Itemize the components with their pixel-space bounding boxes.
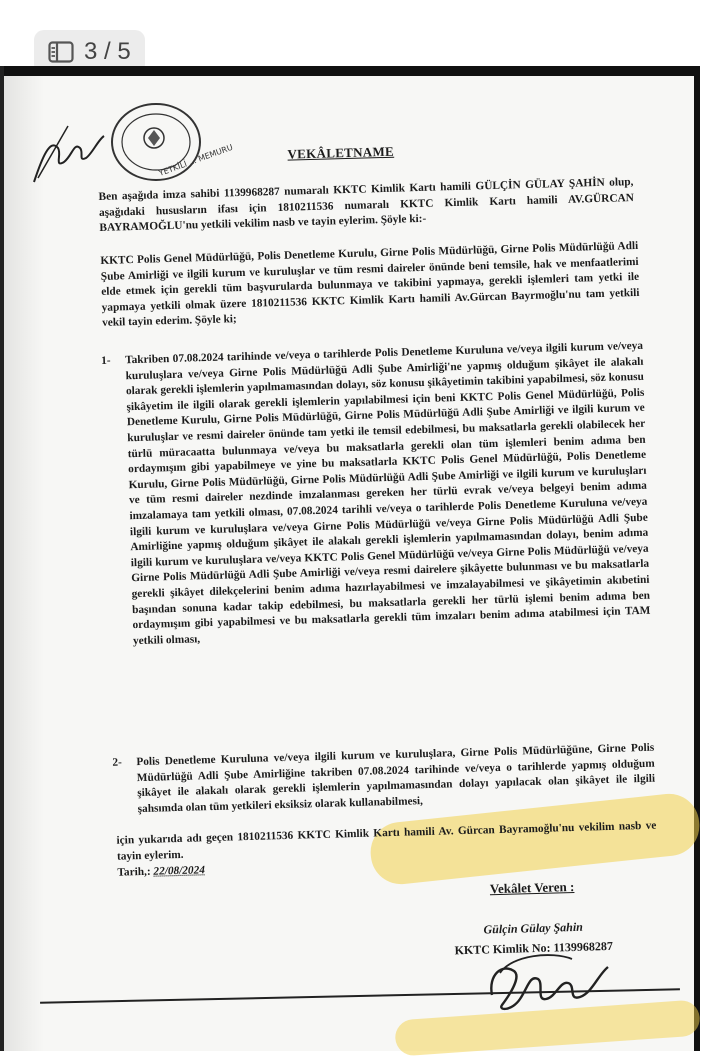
item-1 — [103, 339, 651, 650]
signer-signature — [472, 945, 622, 1030]
scope-paragraph: KKTC Polis Genel Müdürlüğü, Polis Denetleme Kurulu, Girne Polis Müdürlüğü, Girne Polis Müdürlüğü Adli Şube Amirliği ve ilgili kurum ve kuruluşlar ve tüm resmi daireler önünde beni temsile, hak ve menfaatlerimi elde etmek için gerekli tüm başvurularda bulunmaya ve takibini yapmaya, gerekli işlemleri tam yetki ile yapmaya yetkili olmak üzere 1810211536 KKTC Kimlik Kartı hamili Av.Gürcan Bayrmoğlu'nu tam yetkili vekil tayin ederim. Şöyle ki; — [100, 239, 640, 330]
item-2-number: 2- — [112, 756, 122, 769]
intro-paragraph: Ben aşağıda imza sahibi 1139968287 numaralı KKTC Kimlik Kartı hamili GÜLÇİN GÜLAY ŞAHİN olup, aşağıdaki hususların ifası için 1810211536 numaralı KKTC Kimlik Kartı hamili AV.GÜRCAN BAYRAMOĞLU'nu yetkili vekilim nasb ve tayin eylerim. Şöyle ki:- — [98, 176, 634, 235]
signer-id: KKTC Kimlik No: 1139968287 — [454, 938, 614, 958]
item-1-number: 1- — [101, 354, 111, 367]
scan-top-edge — [0, 66, 700, 76]
signer-heading: Vekâlet Veren : — [489, 878, 575, 897]
scan-right-edge — [694, 66, 700, 1051]
date-label: Tarih,: — [117, 865, 151, 879]
page-indicator-text: 3 / 5 — [84, 38, 131, 65]
signer-name: Gülçin Gülay Şahin — [483, 919, 584, 937]
closing-paragraph: için yukarıda adı geçen 1810211536 KKTC Kimlik Kartı hamili Av. Gürcan Bayramoğlu'nu vekilim nasb ve tayin eylerim. — [116, 819, 657, 863]
date-value: 22/08/2024 — [153, 864, 206, 878]
stamp-text: YETKİLİ ... MEMURU — [157, 142, 235, 178]
margin-signature — [28, 118, 108, 193]
official-stamp — [104, 98, 235, 191]
document-title: VEKÂLETNAME — [287, 143, 395, 162]
item-2-text: Polis Denetleme Kuruluna ve/veya ilgili kurum ve kuruluşlara, Girne Polis Müdürlüğüne, Girne Polis Müdürlüğü Adli Şube Amirliğine takriben 07.08.2024 tarihinde ve/veya o tarihlerde yapmış olduğum şikâyet ile alakalı olarak gerekli işlemlerin yapılmamasından dolayı yapılacak olan şikâyet ile ilgili şahsımda olan tüm yetkileri eksiksiz olarak kullanabilmesi, — [136, 741, 656, 815]
scan-shadow — [4, 76, 44, 1051]
item-1-text: Takriben 07.08.2024 tarihinde ve/veya o tarihlerde Polis Denetleme Kuruluna ve/veya ilgili kurum ve/veya kuruluşlara ve/veya Girne Polis Müdürlüğü Adli Şube Amirliği'ne yapmış olduğum şikâyet ile alakalı olarak gerekli işlemlerin yapılmamasından dolayı, söz konusu şikâyetimin takibini yapabilmesi, söz konusu şikâyetim ile ilgili olarak gerekli işlemlerin yapılabilmesi için beni KKTC Polis Genel Müdürlüğü, Polis Denetleme Kurulu, Girne Polis Müdürlüğü, Girne Polis Müdürlüğü Adli Şube Amirliği ve ilgili kurum ve kuruluşlar ve resmi daireler önünde tam yetki ile temsil edebilmesi, bu maksatlarla gerekli olabilecek her türlü müracaatta bulunmaya ve/veya bu maksatlarla gerekli olan tüm işlemleri benim adıma ben ordaymışım gibi yapabilmeye ve yine bu maksatlarla KKTC Polis Genel Müdürlüğü, Polis Denetleme Kurulu, Girne Polis Müdürlüğü, Girne Polis Müdürlüğü Adli Şube Amirliği ve ilgili kurum ve kuruluşları ve tüm resmi daireler nezdinde imzalanması gereken her türlü evrak ve/veya belgeyi benim adıma imzalamaya tam yetkili olması, 07.08.2024 tarihli ve/veya o tarihlerde Polis Denetleme Kuruluna ve/veya ilgili kurum ve kuruluşlara ve/veya Girne Polis Müdürlüğü ve/veya Girne Polis Müdürlüğü Adli Şube Amirliğine yapmış olduğum şikâyet ile alakalı gerekli işlemlerin yapılmamasından dolayı, benim adıma ilgili kurum ve kuruluşlara ve/veya KKTC Polis Genel Müdürlüğü ve/veya Girne Polis Müdürlüğü ve/veya Girne Polis Müdürlüğü Adli Şube Amirliği ve/veya resmi dairelere şikâyette bulunması ve bu maksatlarla gerekli şikâyet dilekçelerini benim adıma hazırlayabilmesi ve imzalayabilmesi ve şikâyetimin akıbetini başından sonuna kadar takip edebilmesi, bu maksatlarla gerekli her türlü işlemi benim adıma ben ordaymışım gibi yapabilmesi ve bu maksatlarla gerekli tüm imzaları benim adıma atabilmesi için TAM yetkili olması, — [124, 339, 651, 647]
viewer-toolbar — [0, 0, 700, 68]
page-layout-icon — [48, 41, 74, 63]
